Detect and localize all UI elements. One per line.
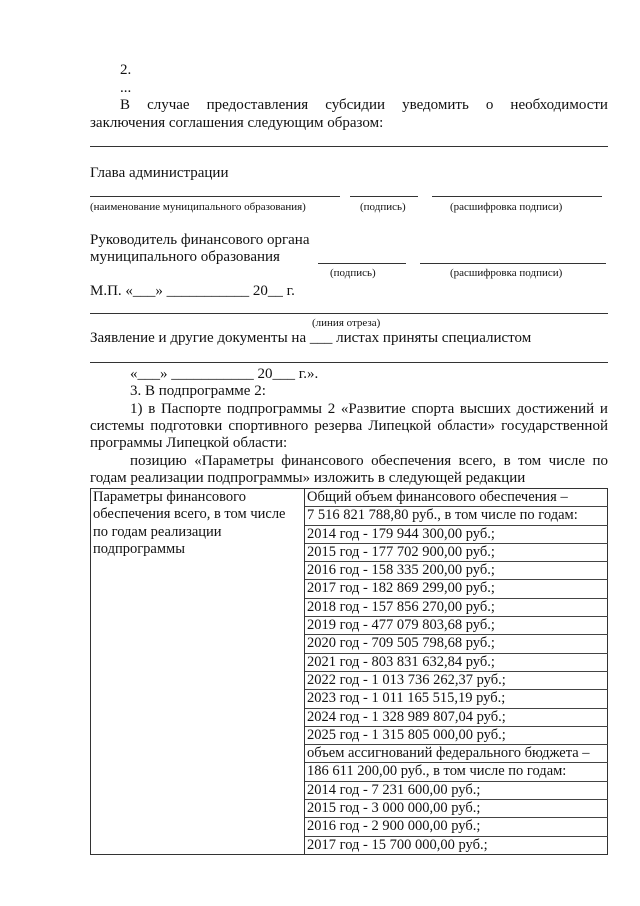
date-line: «___» ___________ 20___ г.». [130,366,319,382]
signature-line-2 [318,263,406,264]
section3-heading: 3. В подпрограмме 2: [130,383,266,399]
year-row: 2021 год - 803 831 632,84 руб.; [305,653,608,671]
year-row: 2020 год - 709 505 798,68 руб.; [305,635,608,653]
year-row: 2018 год - 157 856 270,00 руб.; [305,598,608,616]
head-admin-label: Глава администрации [90,165,229,181]
decoding-line-2 [420,263,606,264]
seal-date-line: М.П. «___» ___________ 20__ г. [90,283,295,299]
year-row: 2015 год - 177 702 900,00 руб.; [305,543,608,561]
caption-signature: (подпись) [360,201,406,213]
year-row: 2014 год - 179 944 300,00 руб.; [305,525,608,543]
table-row [91,489,608,507]
subsidy-notice-line1: В случае предоставления субсидии уведомить о необходимости [120,97,608,113]
municipality-signature-line [90,196,340,197]
year-row: 2023 год - 1 011 165 515,19 руб.; [305,690,608,708]
year-row: 2019 год - 477 079 803,68 руб.; [305,617,608,635]
financing-table [90,488,608,855]
federal-line2: 186 611 200,00 руб., в том числе по годам: [305,763,608,781]
year-row: 2017 год - 182 869 299,00 руб.; [305,580,608,598]
parameters-line: по годам реализации [93,523,222,540]
caption-municipality: (наименование муниципального образования) [90,201,306,213]
caption-signature-2: (подпись) [330,267,376,279]
federal-year-row: 2014 год - 7 231 600,00 руб.; [305,781,608,799]
subsidy-notice-line2: заключения соглашения следующим образом: [90,115,384,131]
cut-line [90,313,608,314]
finance-head-line2: муниципального образования [90,249,280,265]
para1-line2: системы подготовки спортивного резерва Липецкой области» государственной [90,418,608,434]
caption-decoding: (расшифровка подписи) [450,201,563,213]
federal-year-row: 2017 год - 15 700 000,00 руб.; [305,836,608,854]
federal-year-row: 2016 год - 2 900 000,00 руб.; [305,818,608,836]
parameters-line: подпрограммы [93,540,185,557]
year-row: 2025 год - 1 315 805 000,00 руб.; [305,726,608,744]
signature-line [350,196,418,197]
caption-decoding-2: (расшифровка подписи) [450,267,563,279]
para1-line3: программы Липецкой области: [90,435,288,451]
para2-line2: годам реализации подпрограммы» изложить в следующей редакции [90,470,526,486]
federal-year-row: 2015 год - 3 000 000,00 руб.; [305,800,608,818]
parameters-cell [91,489,305,855]
year-row: 2022 год - 1 013 736 262,37 руб.; [305,671,608,689]
ellipsis: ... [120,80,132,96]
federal-line1: объем ассигнований федерального бюджета – [305,745,608,763]
para2-line1: позицию «Параметры финансового обеспечения всего, в том числе по [130,453,608,469]
year-row: 2016 год - 158 335 200,00 руб.; [305,562,608,580]
divider [90,146,608,147]
para1-line1: 1) в Паспорте подпрограммы 2 «Развитие спорта высших достижений и [130,401,608,417]
divider-2 [90,362,608,363]
year-row: 2024 год - 1 328 989 807,04 руб.; [305,708,608,726]
total-line1: Общий объем финансового обеспечения – [305,489,608,507]
total-line2: 7 516 821 788,80 руб., в том числе по годам: [305,507,608,525]
finance-head-line1: Руководитель финансового органа [90,232,310,248]
decoding-line [432,196,602,197]
parameters-line: обеспечения всего, в том числе [93,506,286,523]
statement-line: Заявление и другие документы на ___ листах приняты специалистом [90,330,532,346]
parameters-line: Параметры финансового [93,489,246,505]
cut-line-caption: (линия отреза) [312,317,381,329]
item-number: 2. [120,62,132,78]
